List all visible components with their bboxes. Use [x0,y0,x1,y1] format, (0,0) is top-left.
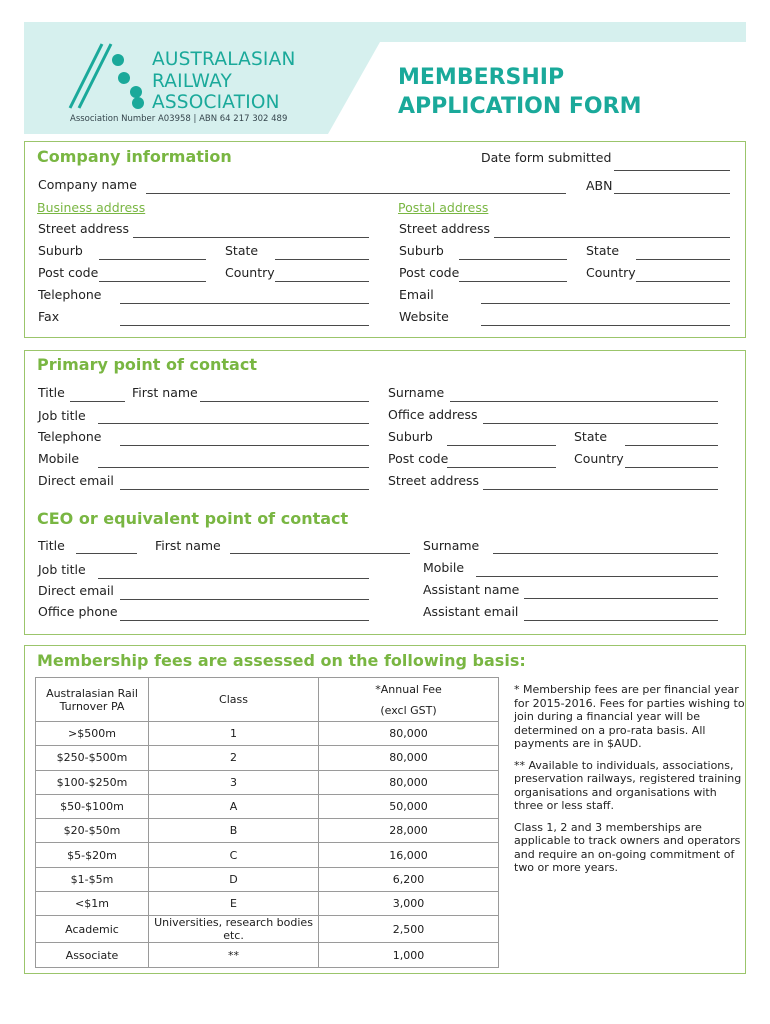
fee-row-amount: 6,200 [319,867,499,891]
fee-row [36,746,499,770]
fee-row [36,916,499,943]
fee-row-amount: 28,000 [319,819,499,843]
primary-suburb-field[interactable] [447,445,556,446]
company-name-label: Company name [38,177,137,192]
org-name-line2: RAILWAY [152,71,233,92]
ceo-title-label: Title [38,538,65,553]
company-fax-label: Fax [38,309,60,324]
fee-row-amount: 1,000 [319,943,499,967]
postal-street-label: Street address [399,221,491,236]
ceo-surname-label: Surname [423,538,480,553]
fee-row-turnover: <$1m [36,892,149,916]
fees-note-1: * Membership fees are per financial year for 2015-2016. Fees for parties wishing to join during a financial year will be determined on a pro-rata basis. All payments are in $AUD. [514,683,745,750]
ceo-firstname-label: First name [155,538,221,553]
ceo-assistant-name-field[interactable] [524,598,718,599]
ceo-jobtitle-label: Job title [38,562,86,577]
primary-direct-email-label: Direct email [38,473,114,488]
ceo-contact-title: CEO or equivalent point of contact [37,509,349,528]
company-email-field[interactable] [481,303,730,304]
primary-state-field[interactable] [625,445,718,446]
abn-field[interactable] [614,193,730,194]
fees-table-header [36,678,499,722]
postal-country-field[interactable] [636,281,730,282]
ceo-office-phone-field[interactable] [120,620,369,621]
postal-state-label: State [586,243,620,258]
fees-table [35,677,499,968]
postal-street-field[interactable] [494,237,730,238]
primary-street-address-field[interactable] [483,489,718,490]
fee-row [36,819,499,843]
ceo-assistant-email-label: Assistant email [423,604,519,619]
business-street-label: Street address [38,221,130,236]
primary-street-address-label: Street address [388,473,480,488]
fee-row [36,794,499,818]
fee-row-turnover: $5-$20m [36,843,149,867]
business-street-field[interactable] [133,237,369,238]
business-country-label: Country [225,265,275,280]
company-fax-field[interactable] [120,325,369,326]
fee-row-turnover: >$500m [36,722,149,746]
abn-label: ABN [586,178,613,193]
association-number: Association Number A03958 | ABN 64 217 302 489 [70,114,288,124]
company-name-field[interactable] [146,193,566,194]
fee-row-class: B [149,819,319,843]
postal-address-heading: Postal address [398,200,489,215]
primary-country-label: Country [574,451,624,466]
primary-surname-label: Surname [388,385,445,400]
company-email-label: Email [399,287,434,302]
primary-title-label: Title [38,385,65,400]
fee-row-turnover: Academic [36,916,149,943]
primary-firstname-label: First name [132,385,198,400]
ceo-firstname-field[interactable] [230,553,410,554]
header-annual-fee-line2: (excl GST) [380,703,437,717]
primary-country-field[interactable] [625,467,718,468]
primary-suburb-label: Suburb [388,429,433,444]
ceo-assistant-email-field[interactable] [524,620,718,621]
business-state-label: State [225,243,259,258]
primary-firstname-field[interactable] [200,401,369,402]
ceo-surname-field[interactable] [493,553,718,554]
fee-row-amount: 80,000 [319,770,499,794]
header-turnover: Australasian Rail Turnover PA [36,678,149,722]
business-suburb-label: Suburb [38,243,83,258]
form-title-line2: APPLICATION FORM [398,94,642,119]
fee-row [36,892,499,916]
primary-telephone-label: Telephone [38,429,102,444]
company-telephone-field[interactable] [120,303,369,304]
fee-row-amount: 80,000 [319,746,499,770]
fees-section-title: Membership fees are assessed on the following basis: [37,651,526,670]
company-website-label: Website [399,309,449,324]
date-submitted-label: Date form submitted [481,150,612,165]
fee-row [36,722,499,746]
header-class: Class [149,678,319,722]
company-section-title: Company information [37,147,232,166]
fee-row-amount: 3,000 [319,892,499,916]
fees-note-3: Class 1, 2 and 3 memberships are applicable to track owners and operators and require an on-going commitment of two or more years. [514,820,741,874]
primary-postcode-field[interactable] [447,467,556,468]
ceo-direct-email-field[interactable] [120,599,369,600]
ceo-mobile-label: Mobile [423,560,465,575]
postal-state-field[interactable] [636,259,730,260]
primary-title-field[interactable] [70,401,125,402]
postal-postcode-field[interactable] [459,281,567,282]
postal-country-label: Country [586,265,636,280]
business-suburb-field[interactable] [99,259,206,260]
business-address-heading: Business address [37,200,146,215]
ceo-assistant-name-label: Assistant name [423,582,520,597]
org-name-line1: AUSTRALASIAN [152,49,296,70]
postal-postcode-label: Post code [399,265,460,280]
fee-row [36,867,499,891]
fee-row [36,943,499,967]
primary-office-address-label: Office address [388,407,478,422]
primary-jobtitle-label: Job title [38,408,86,423]
association-logo [66,40,150,114]
fee-row-class: ** [149,943,319,967]
fee-row-amount: 16,000 [319,843,499,867]
fee-row-turnover: Associate [36,943,149,967]
postal-suburb-label: Suburb [399,243,444,258]
primary-direct-email-field[interactable] [120,489,369,490]
org-name-line3: ASSOCIATION [152,92,280,113]
fee-row-turnover: $50-$100m [36,794,149,818]
fee-row-amount: 50,000 [319,794,499,818]
primary-contact-title: Primary point of contact [37,355,257,374]
company-telephone-label: Telephone [38,287,102,302]
primary-postcode-label: Post code [388,451,449,466]
primary-jobtitle-field[interactable] [98,423,369,424]
header-annual-fee [319,678,499,722]
fees-note-2: ** Available to individuals, associations, preservation railways, registered training organisations and organisations with three or less staff. [514,758,742,812]
form-title-line1: MEMBERSHIP [398,65,565,90]
fee-row-turnover: $250-$500m [36,746,149,770]
ceo-direct-email-label: Direct email [38,583,114,598]
business-postcode-field[interactable] [99,281,206,282]
fee-row-turnover: $100-$250m [36,770,149,794]
ceo-mobile-field[interactable] [476,576,718,577]
postal-suburb-field[interactable] [459,259,567,260]
fee-row-class: E [149,892,319,916]
fee-row-class: 2 [149,746,319,770]
fees-notes [514,683,746,883]
fee-row-class: Universities, research bodies etc. [149,916,319,943]
ceo-office-phone-label: Office phone [38,604,118,619]
ceo-jobtitle-field[interactable] [98,578,369,579]
business-country-field[interactable] [275,281,369,282]
fee-row-class: D [149,867,319,891]
primary-mobile-field[interactable] [98,467,369,468]
header-annual-fee-line1: *Annual Fee [375,682,442,696]
fee-row [36,843,499,867]
fee-row-class: 3 [149,770,319,794]
primary-mobile-label: Mobile [38,451,80,466]
fee-row-turnover: $1-$5m [36,867,149,891]
fee-row-amount: 2,500 [319,916,499,943]
fee-row-turnover: $20-$50m [36,819,149,843]
fee-row-class: C [149,843,319,867]
primary-surname-field[interactable] [450,401,718,402]
business-state-field[interactable] [275,259,369,260]
ceo-title-field[interactable] [76,553,137,554]
fee-row-class: 1 [149,722,319,746]
fee-row [36,770,499,794]
fee-row-amount: 80,000 [319,722,499,746]
business-postcode-label: Post code [38,265,99,280]
primary-state-label: State [574,429,608,444]
primary-telephone-field[interactable] [120,445,369,446]
date-submitted-field[interactable] [614,170,730,171]
fee-row-class: A [149,794,319,818]
primary-office-address-field[interactable] [483,423,718,424]
company-website-field[interactable] [481,325,730,326]
